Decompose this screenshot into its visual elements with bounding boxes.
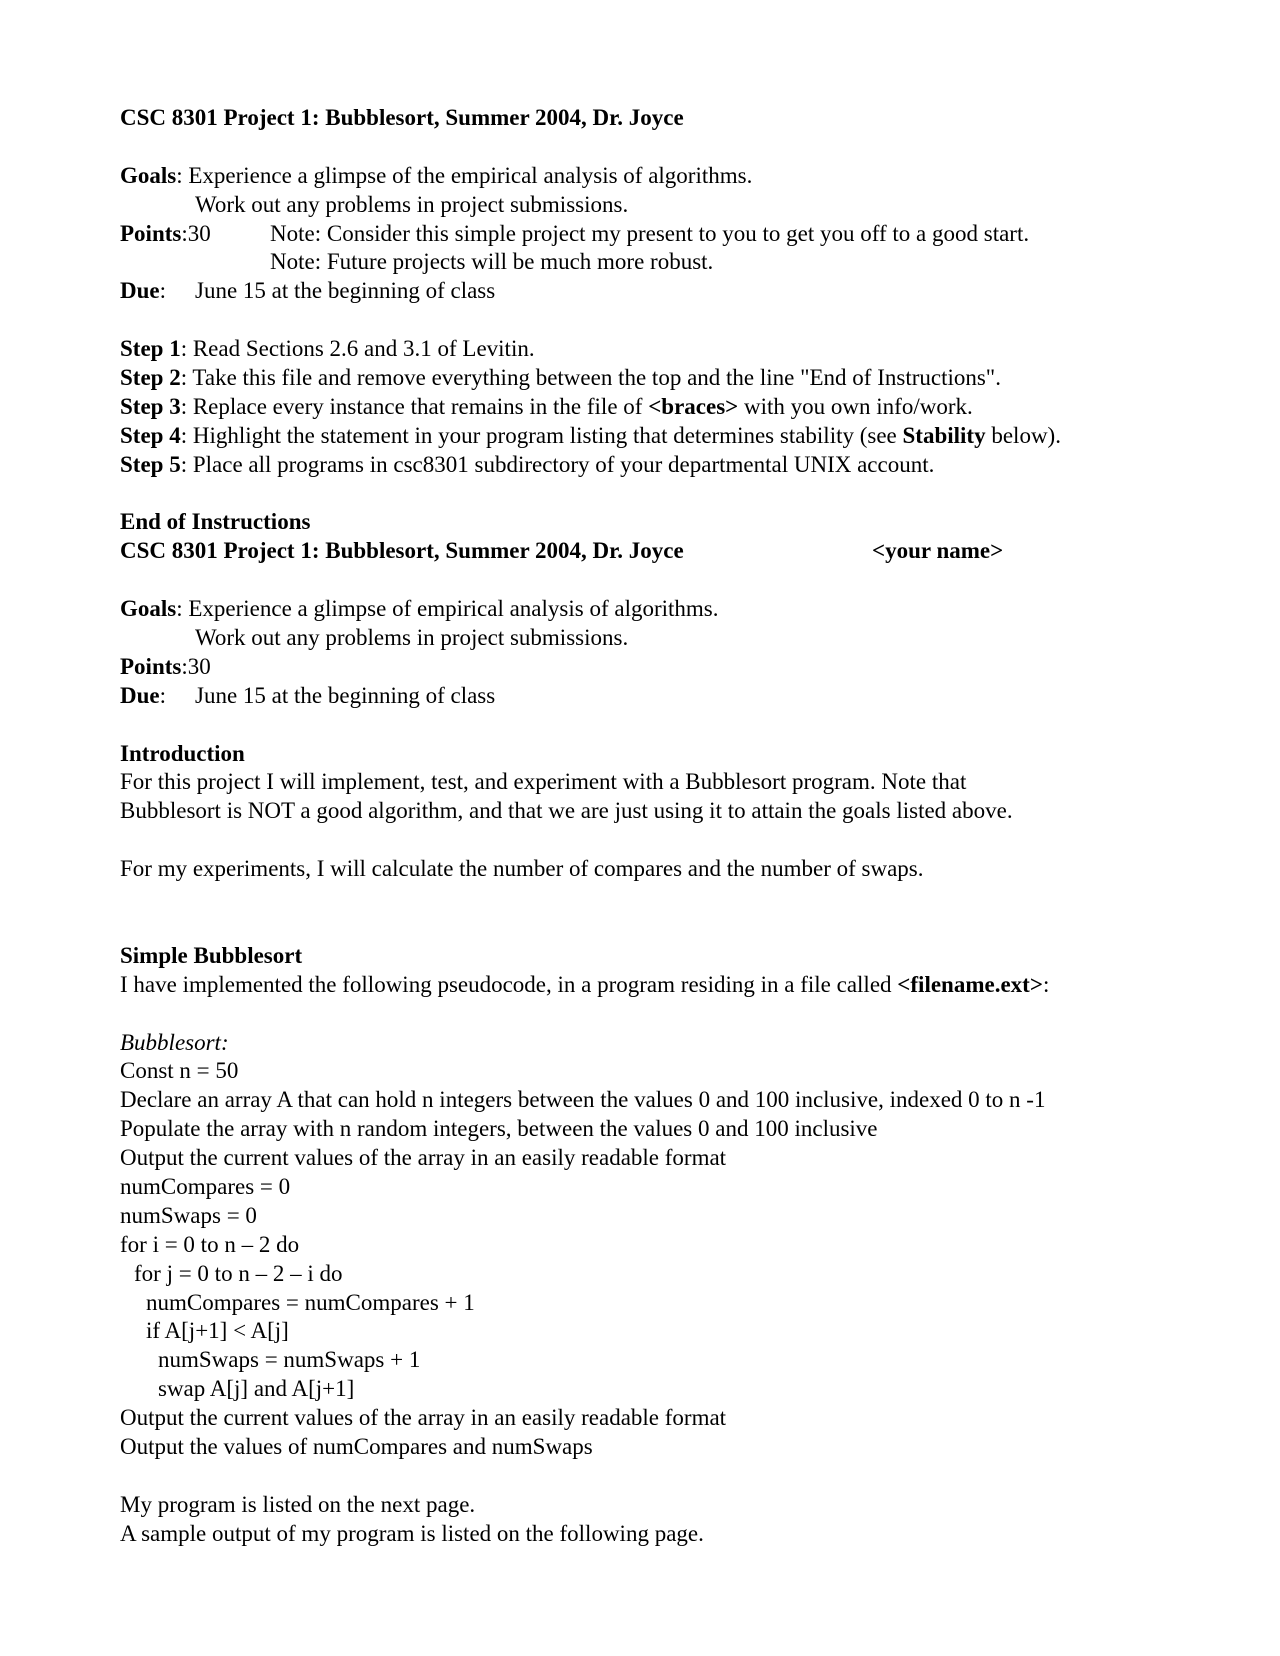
- code-line: swap A[j] and A[j+1]: [158, 1376, 355, 1402]
- intro-line-3: For my experiments, I will calculate the number of compares and the number of swaps.: [120, 856, 924, 882]
- intro-line-1: For this project I will implement, test, and experiment with a Bubblesort program. Note that: [120, 769, 967, 795]
- due-row-2: Due: June 15 at the beginning of class: [120, 682, 496, 708]
- step-5: Step 5: Place all programs in csc8301 subdirectory of your departmental UNIX account.: [120, 451, 935, 477]
- points-row-2: Points:30: [120, 653, 211, 679]
- note-1: Note: Consider this simple project my present to you to get you off to a good start.: [270, 220, 1030, 246]
- intro-line-2: Bubblesort is NOT a good algorithm, and that we are just using it to attain the goals listed above.: [120, 798, 1013, 824]
- note-2: Note: Future projects will be much more robust.: [270, 249, 714, 275]
- pseudocode-name: Bubblesort:: [120, 1029, 229, 1055]
- goals-line2: Work out any problems in project submissions.: [195, 191, 629, 217]
- end-of-instructions: End of Instructions: [120, 509, 311, 535]
- document-page: [120, 104, 1180, 1549]
- step-2: Step 2: Take this file and remove everything between the top and the line "End of Instructions".: [120, 365, 1001, 391]
- introduction-heading: Introduction: [120, 740, 245, 766]
- code-line: numSwaps = 0: [120, 1202, 257, 1228]
- step-4: Step 4: Highlight the statement in your program listing that determines stability (see Stability below).: [120, 422, 1061, 448]
- code-line: numCompares = numCompares + 1: [146, 1289, 475, 1315]
- code-line: if A[j+1] < A[j]: [146, 1318, 289, 1344]
- document-title-2: CSC 8301 Project 1: Bubblesort, Summer 2004, Dr. Joyce <your name>: [120, 537, 1180, 566]
- code-line: Declare an array A that can hold n integers between the values 0 and 100 inclusive, indexed 0 to n -1: [120, 1087, 1046, 1113]
- code-line: numCompares = 0: [120, 1173, 291, 1199]
- code-line: Output the values of numCompares and numSwaps: [120, 1433, 593, 1459]
- code-line: Populate the array with n random integers, between the values 0 and 100 inclusive: [120, 1116, 878, 1142]
- your-name: <your name>: [872, 538, 1004, 564]
- goals-line2-2: Work out any problems in project submissions.: [195, 625, 629, 651]
- due-row: Due: June 15 at the beginning of class: [120, 278, 496, 304]
- simple-line: I have implemented the following pseudocode, in a program residing in a file called <filename.ext>:: [120, 971, 1050, 997]
- code-line: for i = 0 to n – 2 do: [120, 1231, 300, 1257]
- goals-label: Goals: [120, 162, 177, 188]
- code-line: Output the current values of the array in an easily readable format: [120, 1405, 727, 1431]
- goals-row: [120, 162, 1180, 191]
- goals-text: : Experience a glimpse of the empirical analysis of algorithms.: [176, 162, 753, 188]
- code-line: Const n = 50: [120, 1058, 239, 1084]
- points-row: [120, 220, 1180, 249]
- due-label: Due: [120, 278, 160, 304]
- points-value: :30: [181, 220, 211, 246]
- document-title: CSC 8301 Project 1: Bubblesort, Summer 2004, Dr. Joyce: [120, 105, 684, 130]
- code-line: for j = 0 to n – 2 – i do: [134, 1260, 343, 1286]
- step-3: Step 3: Replace every instance that remains in the file of <braces> with you own info/work.: [120, 393, 973, 419]
- points-label: Points: [120, 220, 182, 246]
- step-1: Step 1: Read Sections 2.6 and 3.1 of Levitin.: [120, 336, 535, 362]
- goals-row-2: Goals: Experience a glimpse of empirical analysis of algorithms.: [120, 596, 719, 622]
- due-value: June 15 at the beginning of class: [195, 278, 496, 304]
- code-line: numSwaps = numSwaps + 1: [158, 1347, 421, 1373]
- closing-line-2: A sample output of my program is listed on the following page.: [120, 1520, 704, 1546]
- code-line: Output the current values of the array in an easily readable format: [120, 1145, 727, 1171]
- closing-line-1: My program is listed on the next page.: [120, 1491, 476, 1517]
- simple-bubblesort-heading: Simple Bubblesort: [120, 942, 303, 968]
